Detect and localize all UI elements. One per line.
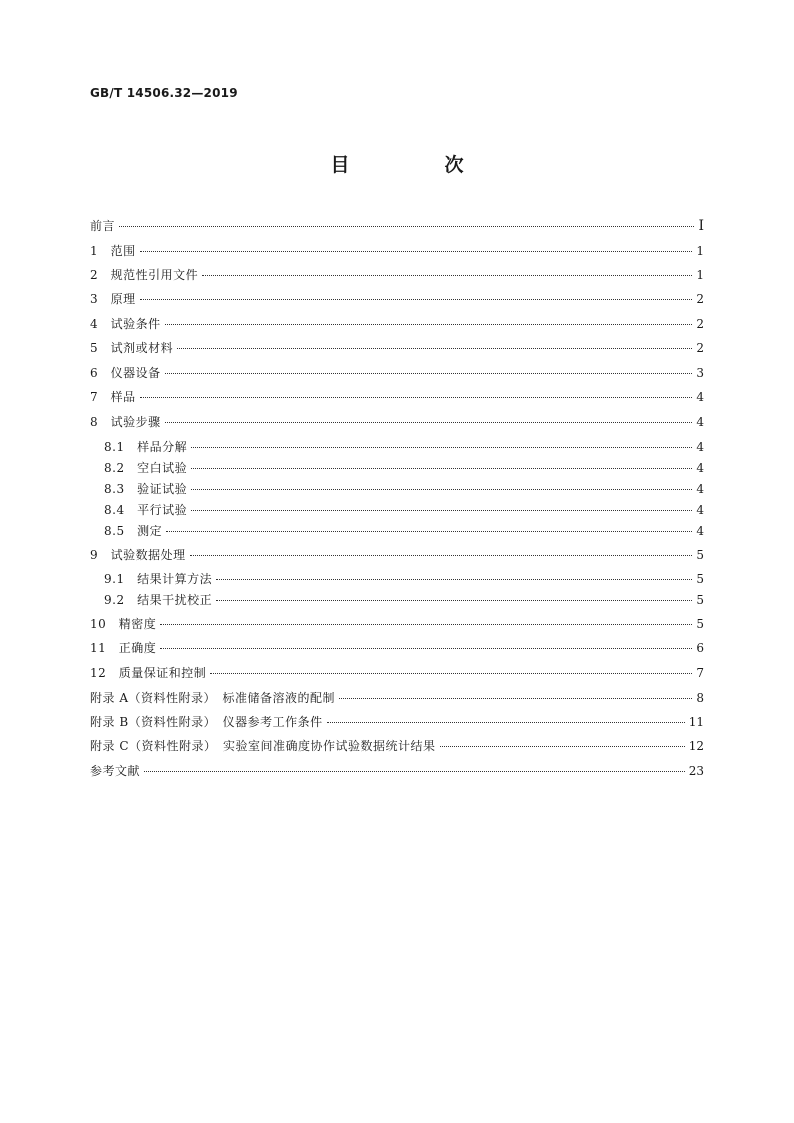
toc-entry-page: 5 <box>696 548 704 562</box>
toc-entry-page: 6 <box>696 641 704 655</box>
toc-entry-page: 11 <box>688 715 704 729</box>
toc-entry-page: 3 <box>696 366 704 380</box>
toc-entry-page: 2 <box>696 317 704 331</box>
toc-entry-label: 前言 <box>90 219 116 233</box>
toc-entry-label: 8.3 验证试验 <box>104 482 188 496</box>
toc-entry-page: 2 <box>696 292 704 306</box>
toc-entry[interactable] <box>90 739 704 753</box>
toc-entry[interactable] <box>90 617 704 631</box>
toc-leader-dots <box>202 275 692 276</box>
toc-leader-dots <box>140 397 693 398</box>
toc-entry-label: 8 试验步骤 <box>90 415 161 429</box>
toc-entry[interactable] <box>90 292 704 306</box>
toc-leader-dots <box>191 447 692 448</box>
toc-entry-page: 5 <box>696 617 704 631</box>
toc-entry-label: 11 正确度 <box>90 641 157 655</box>
toc-leader-dots <box>165 373 693 374</box>
toc-entry-page: 2 <box>696 341 704 355</box>
toc-entry[interactable] <box>90 268 704 282</box>
toc-entry-label: 8.4 平行试验 <box>104 503 188 517</box>
toc-leader-dots <box>140 251 693 252</box>
page-title: 目 次 <box>330 154 502 176</box>
toc-leader-dots <box>191 489 692 490</box>
toc-entry-page: 5 <box>696 572 704 586</box>
toc-leader-dots <box>166 531 692 532</box>
toc-entry-label: 4 试验条件 <box>90 317 161 331</box>
toc-entry-page: 8 <box>696 691 704 705</box>
toc-leader-dots <box>191 510 692 511</box>
toc-subentry[interactable] <box>90 461 704 475</box>
toc-entry-label: 9.2 结果干扰校正 <box>104 593 213 607</box>
toc-entry-label: 7 样品 <box>90 390 136 404</box>
toc-leader-dots <box>327 722 685 723</box>
toc-leader-dots <box>165 324 693 325</box>
toc-entry-label: 附录 B（资料性附录） 仪器参考工作条件 <box>90 715 323 729</box>
toc-entry[interactable] <box>90 366 704 380</box>
toc-entry-page: Ⅰ <box>698 218 704 234</box>
toc-entry[interactable] <box>90 341 704 355</box>
toc-entry-page: 4 <box>696 415 704 429</box>
toc-entry-label: 5 试剂或材料 <box>90 341 174 355</box>
toc-entry-label: 12 质量保证和控制 <box>90 666 207 680</box>
toc-entry[interactable] <box>90 691 704 705</box>
toc-subentry[interactable] <box>90 482 704 496</box>
toc-entry-label: 2 规范性引用文件 <box>90 268 199 282</box>
toc-subentry[interactable] <box>90 572 704 586</box>
toc-entry-label: 9 试验数据处理 <box>90 548 186 562</box>
toc-entry[interactable] <box>90 715 704 729</box>
toc-entry-label: 附录 A（资料性附录） 标准储备溶液的配制 <box>90 691 335 705</box>
toc-leader-dots <box>165 422 693 423</box>
toc-entry-page: 4 <box>696 461 704 475</box>
toc-entry[interactable] <box>90 390 704 404</box>
toc-entry[interactable] <box>90 219 704 233</box>
toc-entry-page: 4 <box>696 482 704 496</box>
toc-entry-page: 23 <box>688 764 704 778</box>
toc-leader-dots <box>210 673 692 674</box>
toc-subentry[interactable] <box>90 503 704 517</box>
toc-entry-label: 6 仪器设备 <box>90 366 161 380</box>
toc-leader-dots <box>216 579 692 580</box>
toc-entry[interactable] <box>90 244 704 258</box>
toc-leader-dots <box>216 600 692 601</box>
toc-entry[interactable] <box>90 641 704 655</box>
toc-entry[interactable] <box>90 666 704 680</box>
toc-entry[interactable] <box>90 764 704 778</box>
toc-entry-label: 附录 C（资料性附录） 实验室间准确度协作试验数据统计结果 <box>90 739 436 753</box>
toc-entry-page: 4 <box>696 390 704 404</box>
standard-code: GB/T 14506.32—2019 <box>90 86 238 100</box>
toc-leader-dots <box>144 771 685 772</box>
toc-entry-page: 4 <box>696 524 704 538</box>
toc-leader-dots <box>190 555 693 556</box>
toc-entry-label: 参考文献 <box>90 764 141 778</box>
toc-entry-label: 1 范围 <box>90 244 136 258</box>
toc-entry-page: 4 <box>696 503 704 517</box>
toc-entry-page: 4 <box>696 440 704 454</box>
toc-entry[interactable] <box>90 548 704 562</box>
toc-subentry[interactable] <box>90 440 704 454</box>
toc-entry-label: 9.1 结果计算方法 <box>104 572 213 586</box>
toc-leader-dots <box>440 746 685 747</box>
toc-leader-dots <box>119 226 694 227</box>
toc-entry[interactable] <box>90 317 704 331</box>
toc-leader-dots <box>177 348 692 349</box>
toc-leader-dots <box>160 624 692 625</box>
toc-subentry[interactable] <box>90 593 704 607</box>
toc-leader-dots <box>191 468 692 469</box>
toc-leader-dots <box>160 648 692 649</box>
toc-entry-label: 3 原理 <box>90 292 136 306</box>
toc-entry-page: 12 <box>688 739 704 753</box>
toc-subentry[interactable] <box>90 524 704 538</box>
toc-entry-label: 10 精密度 <box>90 617 157 631</box>
toc-leader-dots <box>140 299 693 300</box>
toc-leader-dots <box>339 698 692 699</box>
toc-entry-page: 1 <box>696 244 704 258</box>
toc-entry-page: 5 <box>696 593 704 607</box>
toc-entry-label: 8.5 测定 <box>104 524 163 538</box>
toc-entry-page: 7 <box>696 666 704 680</box>
toc-entry-label: 8.2 空白试验 <box>104 461 188 475</box>
toc-entry-page: 1 <box>696 268 704 282</box>
toc-entry-label: 8.1 样品分解 <box>104 440 188 454</box>
toc-entry[interactable] <box>90 415 704 429</box>
